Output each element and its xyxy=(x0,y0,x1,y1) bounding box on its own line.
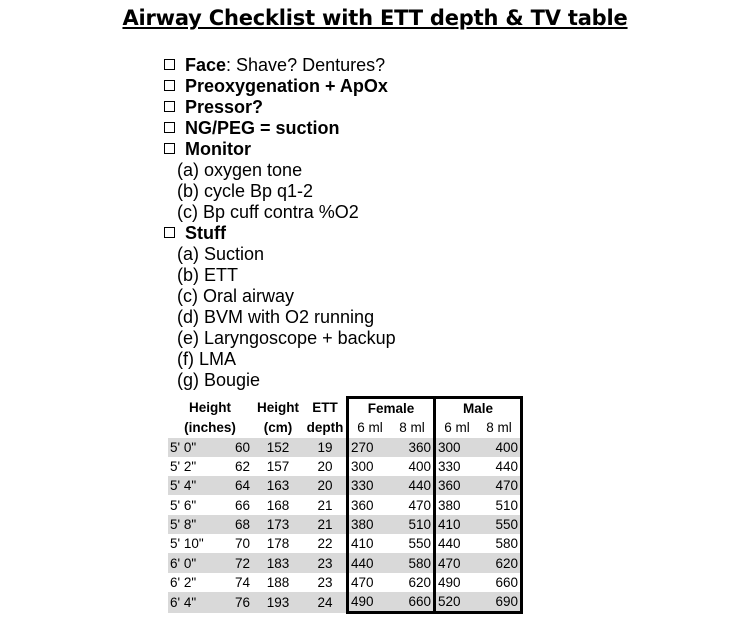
header-height-in: Height xyxy=(189,400,231,416)
item-text: : Shave? Dentures? xyxy=(226,55,386,75)
stuff-subitem: (e) Laryngoscope + backup xyxy=(177,328,396,348)
table-row xyxy=(168,476,522,495)
table-cell: 360 xyxy=(435,476,479,495)
table-cell: 6' 2" xyxy=(170,574,197,590)
table-cell: 330 xyxy=(348,476,392,495)
table-cell: 360 xyxy=(391,438,435,457)
table-row xyxy=(168,495,522,514)
stuff-subitem: (c) Oral airway xyxy=(177,286,295,306)
header-female: Female xyxy=(348,398,435,419)
stuff-subitem: (b) ETT xyxy=(177,265,238,285)
table-cell: 72 xyxy=(224,553,252,572)
table-cell: 19 xyxy=(304,438,348,457)
table-cell: 440 xyxy=(348,553,392,572)
table-body xyxy=(168,438,522,613)
table-cell: 5' 0" xyxy=(168,438,224,457)
stuff-subitem: (g) Bougie xyxy=(177,370,261,390)
subheader-depth: depth xyxy=(306,420,344,436)
table-cell: 60 xyxy=(224,438,252,457)
checkbox[interactable] xyxy=(164,80,175,91)
table-cell: 6' 0" xyxy=(168,553,224,572)
item-label: Stuff xyxy=(185,223,226,243)
stuff-subitem: (d) BVM with O2 running xyxy=(177,307,375,327)
table-cell: 410 xyxy=(348,534,392,553)
table-cell: 270 xyxy=(348,438,392,457)
table-cell: 22 xyxy=(317,536,333,552)
page-title: Airway Checklist with ETT depth & TV table xyxy=(122,6,628,30)
table-row xyxy=(168,534,522,553)
checklist-item-stuff xyxy=(164,223,396,244)
checklist-item-ng-peg xyxy=(164,118,396,139)
table-header-row xyxy=(168,398,522,419)
table-cell: 183 xyxy=(252,553,304,572)
header-ett: ETT xyxy=(312,400,338,416)
table-row xyxy=(168,438,522,457)
checkbox[interactable] xyxy=(164,59,175,70)
table-cell: 5' 6" xyxy=(170,497,197,513)
table-cell: 23 xyxy=(317,574,333,590)
table-cell: 62 xyxy=(234,459,250,475)
item-label: Pressor? xyxy=(185,97,264,117)
table-cell: 660 xyxy=(391,592,435,613)
table-cell: 410 xyxy=(435,515,479,534)
table-cell: 24 xyxy=(304,592,348,613)
table-cell: 5' 8" xyxy=(168,515,224,534)
table-cell: 163 xyxy=(252,476,304,495)
subheader-male-8ml: 8 ml xyxy=(478,418,522,437)
table-row xyxy=(168,457,522,476)
table-cell: 157 xyxy=(266,459,290,475)
table-cell: 490 xyxy=(435,573,479,592)
ett-tv-table xyxy=(168,396,523,614)
table-cell: 490 xyxy=(348,592,392,613)
checkbox[interactable] xyxy=(164,122,175,133)
table-cell: 300 xyxy=(435,438,479,457)
table-cell: 20 xyxy=(317,459,333,475)
table-cell: 380 xyxy=(435,495,479,514)
table-cell: 74 xyxy=(234,574,250,590)
table-cell: 520 xyxy=(435,592,479,613)
header-male: Male xyxy=(435,398,522,419)
table-row xyxy=(168,573,522,592)
table-cell: 550 xyxy=(408,536,431,552)
checklist-item-monitor xyxy=(164,139,396,160)
subheader-male-6ml: 6 ml xyxy=(435,418,479,437)
table-cell: 510 xyxy=(391,515,435,534)
table-cell: 620 xyxy=(478,553,522,572)
checkbox[interactable] xyxy=(164,101,175,112)
table-cell: 470 xyxy=(435,553,479,572)
subheader-cm: (cm) xyxy=(263,420,293,436)
table-row xyxy=(168,592,522,613)
item-label: NG/PEG = suction xyxy=(185,118,340,138)
subheader-female-6ml: 6 ml xyxy=(348,418,392,437)
table-cell: 188 xyxy=(266,574,290,590)
table-cell: 690 xyxy=(478,592,522,613)
monitor-subitem: (b) cycle Bp q1-2 xyxy=(177,181,314,201)
table-cell: 510 xyxy=(478,495,522,514)
subheader-female-8ml: 8 ml xyxy=(399,420,425,436)
table-subheader-row xyxy=(168,418,522,437)
table-cell: 173 xyxy=(252,515,304,534)
table-cell: 300 xyxy=(348,457,392,476)
table-cell: 5' 10" xyxy=(170,536,204,552)
monitor-subitem: (c) Bp cuff contra %O2 xyxy=(177,202,359,222)
item-label: Face xyxy=(185,55,227,75)
table-cell: 550 xyxy=(478,515,522,534)
table-cell: 400 xyxy=(478,438,522,457)
subheader-inches: (inches) xyxy=(184,420,236,436)
table-cell: 580 xyxy=(391,553,435,572)
table-cell: 5' 2" xyxy=(170,459,197,475)
table-cell: 360 xyxy=(348,495,392,514)
table-cell: 400 xyxy=(408,459,431,475)
table-cell: 68 xyxy=(224,515,252,534)
table-cell: 440 xyxy=(435,534,479,553)
table-cell: 440 xyxy=(478,457,522,476)
table-cell: 70 xyxy=(234,536,250,552)
checkbox[interactable] xyxy=(164,227,175,238)
monitor-subitem: (a) oxygen tone xyxy=(177,160,303,180)
table-cell: 168 xyxy=(266,497,290,513)
table-cell: 580 xyxy=(478,534,522,553)
table-cell: 330 xyxy=(435,457,479,476)
table-cell: 6' 4" xyxy=(168,592,224,613)
checklist xyxy=(164,55,396,391)
checklist-item-preoxygenation xyxy=(164,76,396,97)
checkbox[interactable] xyxy=(164,143,175,154)
table-cell: 178 xyxy=(266,536,290,552)
table-row xyxy=(168,553,522,572)
item-label: Preoxygenation + ApOx xyxy=(185,76,388,96)
table-cell: 620 xyxy=(408,574,431,590)
table-cell: 660 xyxy=(478,573,522,592)
item-label: Monitor xyxy=(185,139,251,159)
table-cell: 440 xyxy=(391,476,435,495)
table-cell: 21 xyxy=(304,515,348,534)
table-cell: 380 xyxy=(348,515,392,534)
table-cell: 21 xyxy=(317,497,333,513)
table-cell: 470 xyxy=(348,573,392,592)
header-height-cm: Height xyxy=(257,400,299,416)
checklist-item-pressor xyxy=(164,97,396,118)
table-cell: 470 xyxy=(478,476,522,495)
table-cell: 5' 4" xyxy=(168,476,224,495)
stuff-subitem: (f) LMA xyxy=(177,349,237,369)
table-cell: 470 xyxy=(408,497,431,513)
table-cell: 66 xyxy=(234,497,250,513)
table-cell: 23 xyxy=(304,553,348,572)
table-cell: 152 xyxy=(252,438,304,457)
table-row xyxy=(168,515,522,534)
checklist-item-face xyxy=(164,55,396,76)
table-cell: 64 xyxy=(224,476,252,495)
table-cell: 76 xyxy=(224,592,252,613)
stuff-subitem: (a) Suction xyxy=(177,244,265,264)
table-cell: 193 xyxy=(252,592,304,613)
table-cell: 20 xyxy=(304,476,348,495)
